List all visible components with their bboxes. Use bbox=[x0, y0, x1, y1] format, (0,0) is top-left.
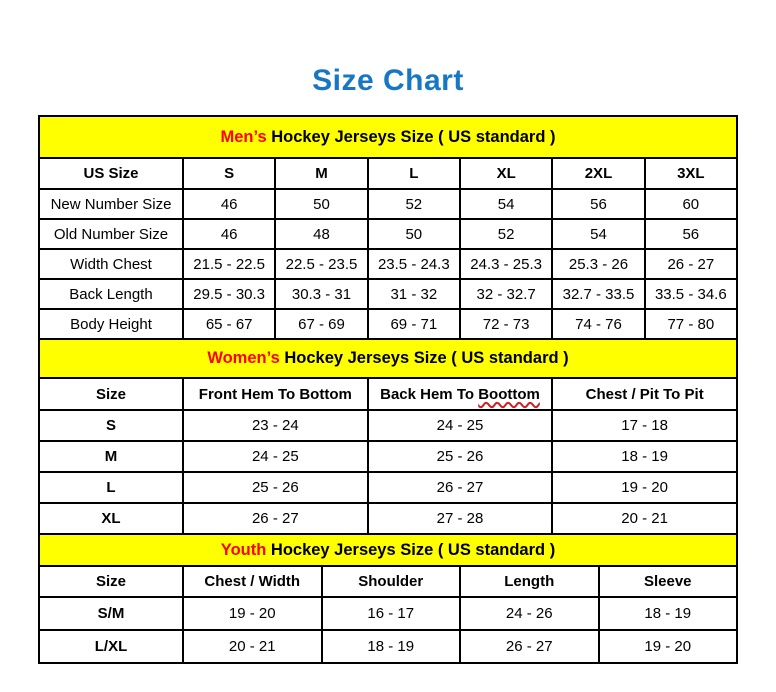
cell: 52 bbox=[368, 189, 460, 219]
row-label: Old Number Size bbox=[39, 219, 183, 249]
womens-size-table bbox=[38, 338, 738, 535]
mens-header-row bbox=[39, 158, 737, 189]
cell: 25.3 - 26 bbox=[552, 249, 644, 279]
youth-size-table bbox=[38, 533, 738, 664]
cell: 24 - 25 bbox=[183, 441, 368, 472]
cell: 19 - 20 bbox=[599, 630, 738, 663]
row-label: Width Chest bbox=[39, 249, 183, 279]
row-label: Back Length bbox=[39, 279, 183, 309]
cell: 27 - 28 bbox=[368, 503, 553, 534]
table-row bbox=[39, 472, 737, 503]
cell: 33.5 - 34.6 bbox=[645, 279, 737, 309]
cell: 67 - 69 bbox=[275, 309, 367, 339]
cell: 56 bbox=[645, 219, 737, 249]
cell: 18 - 19 bbox=[599, 597, 738, 630]
mens-header-us-size: US Size bbox=[39, 158, 183, 189]
table-row bbox=[39, 441, 737, 472]
cell: 24 - 25 bbox=[368, 410, 553, 441]
cell: 54 bbox=[552, 219, 644, 249]
cell: 48 bbox=[275, 219, 367, 249]
row-label: New Number Size bbox=[39, 189, 183, 219]
cell: 17 - 18 bbox=[552, 410, 737, 441]
table-row bbox=[39, 219, 737, 249]
cell: 29.5 - 30.3 bbox=[183, 279, 275, 309]
cell: 72 - 73 bbox=[460, 309, 552, 339]
womens-header-chest: Chest / Pit To Pit bbox=[552, 378, 737, 410]
mens-size-table bbox=[38, 115, 738, 340]
mens-section-title bbox=[39, 116, 737, 158]
mens-section-band bbox=[39, 116, 737, 158]
youth-section-title-text: Hockey Jerseys Size ( US standard ) bbox=[266, 540, 556, 559]
cell: 54 bbox=[460, 189, 552, 219]
row-label: M bbox=[39, 441, 183, 472]
mens-header-2xl: 2XL bbox=[552, 158, 644, 189]
table-row bbox=[39, 410, 737, 441]
cell: 52 bbox=[460, 219, 552, 249]
cell: 74 - 76 bbox=[552, 309, 644, 339]
row-label: L bbox=[39, 472, 183, 503]
youth-header-row bbox=[39, 566, 737, 597]
mens-header-s: S bbox=[183, 158, 275, 189]
page-title: Size Chart bbox=[312, 64, 464, 97]
cell: 32.7 - 33.5 bbox=[552, 279, 644, 309]
youth-header-size: Size bbox=[39, 566, 183, 597]
table-row bbox=[39, 249, 737, 279]
cell: 26 - 27 bbox=[460, 630, 599, 663]
cell: 20 - 21 bbox=[552, 503, 737, 534]
youth-section-title bbox=[39, 534, 737, 566]
womens-section-title bbox=[39, 339, 737, 378]
cell: 65 - 67 bbox=[183, 309, 275, 339]
youth-header-shoulder: Shoulder bbox=[322, 566, 461, 597]
cell: 26 - 27 bbox=[183, 503, 368, 534]
cell: 46 bbox=[183, 219, 275, 249]
cell: 25 - 26 bbox=[183, 472, 368, 503]
cell: 50 bbox=[368, 219, 460, 249]
womens-section-band bbox=[39, 339, 737, 378]
cell: 46 bbox=[183, 189, 275, 219]
cell: 30.3 - 31 bbox=[275, 279, 367, 309]
cell: 56 bbox=[552, 189, 644, 219]
cell: 18 - 19 bbox=[552, 441, 737, 472]
cell: 24 - 26 bbox=[460, 597, 599, 630]
row-label: XL bbox=[39, 503, 183, 534]
womens-section-title-text: Hockey Jerseys Size ( US standard ) bbox=[279, 349, 569, 367]
mens-section-title-text: Hockey Jerseys Size ( US standard ) bbox=[266, 127, 556, 146]
mens-header-m: M bbox=[275, 158, 367, 189]
cell: 18 - 19 bbox=[322, 630, 461, 663]
table-row bbox=[39, 189, 737, 219]
youth-header-sleeve: Sleeve bbox=[599, 566, 738, 597]
youth-header-length: Length bbox=[460, 566, 599, 597]
cell: 60 bbox=[645, 189, 737, 219]
table-row bbox=[39, 503, 737, 534]
cell: 24.3 - 25.3 bbox=[460, 249, 552, 279]
row-label: S bbox=[39, 410, 183, 441]
cell: 26 - 27 bbox=[645, 249, 737, 279]
row-label: S/M bbox=[39, 597, 183, 630]
mens-header-xl: XL bbox=[460, 158, 552, 189]
row-label: Body Height bbox=[39, 309, 183, 339]
cell: 20 - 21 bbox=[183, 630, 322, 663]
cell: 69 - 71 bbox=[368, 309, 460, 339]
cell: 16 - 17 bbox=[322, 597, 461, 630]
womens-header-front-hem: Front Hem To Bottom bbox=[183, 378, 368, 410]
mens-section-highlight: Men’s bbox=[220, 127, 267, 146]
cell: 50 bbox=[275, 189, 367, 219]
womens-header-back-hem-prefix: Back Hem To bbox=[380, 385, 479, 403]
row-label: L/XL bbox=[39, 630, 183, 663]
table-row bbox=[39, 630, 737, 663]
cell: 32 - 32.7 bbox=[460, 279, 552, 309]
table-row bbox=[39, 597, 737, 630]
youth-header-chest-width: Chest / Width bbox=[183, 566, 322, 597]
mens-header-l: L bbox=[368, 158, 460, 189]
womens-header-back-hem-misspelled: Boottom bbox=[478, 385, 540, 403]
cell: 19 - 20 bbox=[183, 597, 322, 630]
table-row bbox=[39, 279, 737, 309]
womens-section-highlight: Women’s bbox=[207, 349, 280, 367]
womens-header-row bbox=[39, 378, 737, 410]
cell: 31 - 32 bbox=[368, 279, 460, 309]
cell: 22.5 - 23.5 bbox=[275, 249, 367, 279]
cell: 23 - 24 bbox=[183, 410, 368, 441]
cell: 25 - 26 bbox=[368, 441, 553, 472]
table-row bbox=[39, 309, 737, 339]
cell: 23.5 - 24.3 bbox=[368, 249, 460, 279]
cell: 19 - 20 bbox=[552, 472, 737, 503]
cell: 77 - 80 bbox=[645, 309, 737, 339]
cell: 26 - 27 bbox=[368, 472, 553, 503]
womens-header-size: Size bbox=[39, 378, 183, 410]
youth-section-band bbox=[39, 534, 737, 566]
size-chart-tables bbox=[38, 115, 776, 664]
youth-section-highlight: Youth bbox=[220, 540, 267, 559]
cell: 21.5 - 22.5 bbox=[183, 249, 275, 279]
womens-header-back-hem bbox=[368, 378, 553, 410]
mens-header-3xl: 3XL bbox=[645, 158, 737, 189]
